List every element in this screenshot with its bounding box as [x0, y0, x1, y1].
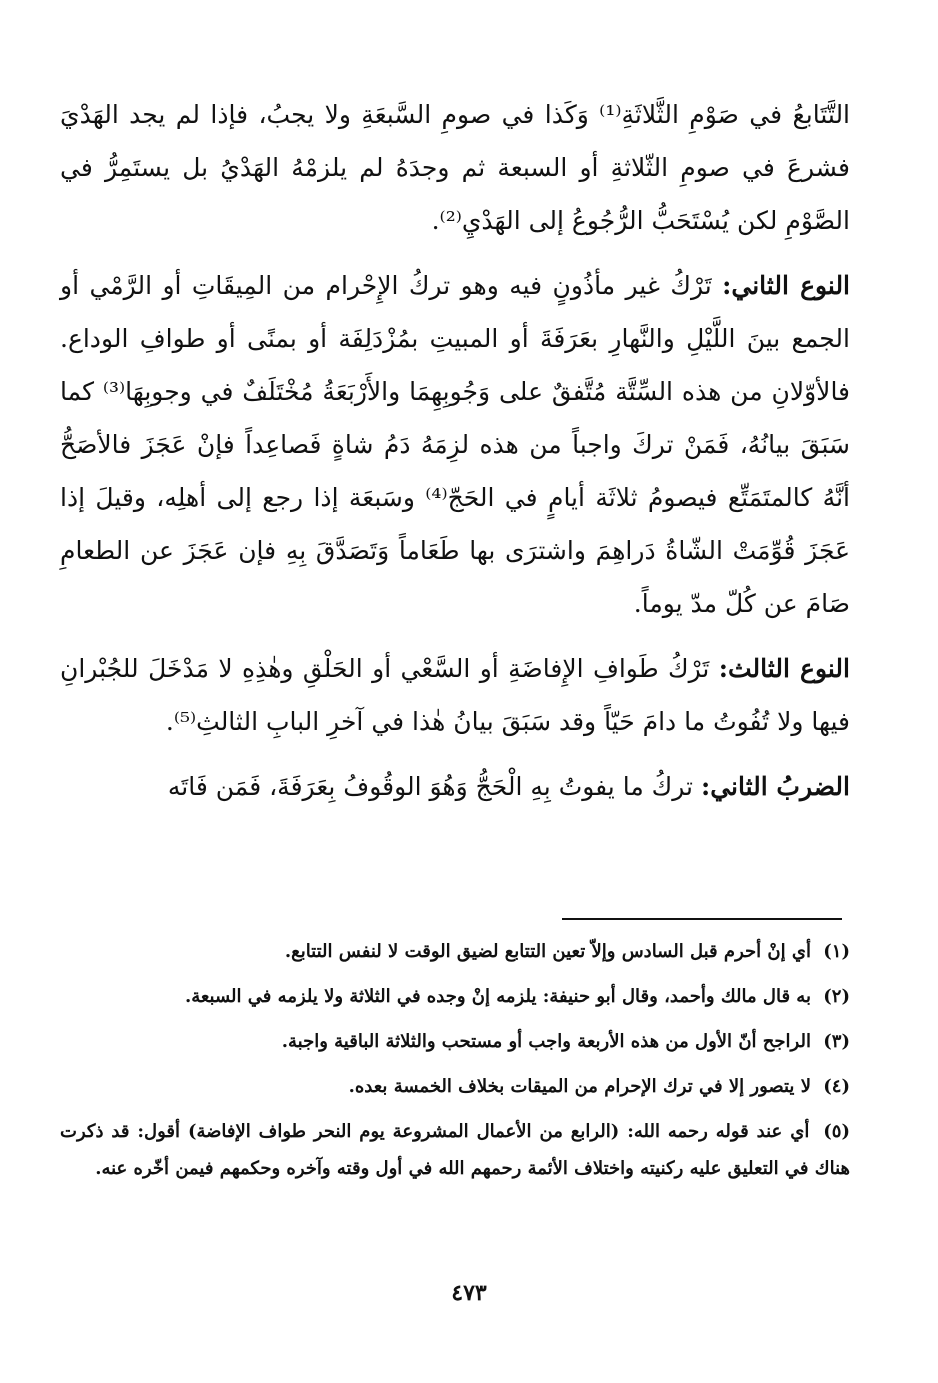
footnotes [60, 933, 850, 1195]
footnote-text: أي عند قوله رحمه الله: (الرابع من الأعمال المشروعة يوم النحر طواف الإفاضة) أقول: قد ذكرت هناك في التعليق عليه ركنيته واختلاف الأئمة رحمهم الله في أول وقته وآخره وحكمهم فيمن أخّره عنه. [60, 1121, 850, 1179]
paragraph-4-heading: الضربُ الثاني: [700, 772, 850, 801]
paragraph-2 [60, 259, 850, 630]
footnote-number: (٣) [823, 1031, 850, 1052]
main-text [60, 88, 850, 813]
footnote-2 [60, 978, 850, 1015]
footnote-text: به قال مالك وأحمد، وقال أبو حنيفة: يلزمه إنْ وجده في الثلاثة ولا يلزمه في السبعة. [184, 986, 811, 1007]
paragraph-4 [60, 760, 850, 813]
paragraph-3-heading: النوع الثالث: [718, 654, 850, 683]
footnote-number: (١) [823, 941, 850, 962]
footnote-number: (٥) [823, 1121, 850, 1142]
footnote-number: (٤) [823, 1076, 850, 1097]
paragraph-3-text: تَرْكُ طَوافِ الإِفاضَةِ أو السَّعْي أو الحَلْقِ وهٰذِهِ لا مَدْخَلَ للجُبْرانِ فيها ولا تُفُوتُ ما دامَ حَيّاً وقد سَبَقَ بيانُ هٰذا في آخرِ البابِ الثالثِ⁽⁵⁾. [60, 654, 850, 736]
footnote-number: (٢) [823, 986, 850, 1007]
footnote-text: أي إنْ أحرم قبل السادس وإلاّ تعين التتابع لضيق الوقت لا لنفس التتابع. [284, 941, 811, 962]
footnote-5 [60, 1113, 850, 1187]
footnote-divider [562, 918, 842, 920]
paragraph-4-text: تركُ ما يفوتُ بِهِ الْحَجُّ وَهُوَ الوقُوفُ بِعَرَفَةَ، فَمَن فَاتَه [167, 772, 694, 801]
page-number: ٤٧٣ [451, 1280, 487, 1306]
paragraph-3 [60, 642, 850, 748]
footnote-3 [60, 1023, 850, 1060]
footnote-text: الراجح أنّ الأول من هذه الأربعة واجب أو مستحب والثلاثة الباقية واجبة. [281, 1031, 811, 1052]
paragraph-2-text: تَرْكُ غير مأذُونٍ فيه وهو تركُ الإِحْرام من المِيقَاتِ أو الرَّمْي أو الجمع بينَ اللَّيْلِ والنَّهارِ بعَرَفَةَ أو المبيتِ بمُزْدَلِفَة أو بمنًى أو طوافِ الوداع. فالأوّلانِ من هذه السِّتَّة مُتَّفقٌ على وَجُوبِهِمَا والأَرْبَعَةُ مُخْتَلَفٌ في وجوبِهَا⁽³⁾ كما سَبَقَ بيانُهُ، فَمَنْ تركَ واجباً من هذه لزِمَهُ دَمُ شاةٍ فَصاعِداً فإنْ عَجَزَ فالأصَحُّ أنَّهُ كالمتَمَتِّع فيصومُ ثلاثَة أيامٍ في الحَجّ⁽⁴⁾ وسَبعَة إذا رجع إلى أهلِه، وقيلَ إذا عَجَزَ قُوِّمَتْ الشّاةُ دَراهِمَ واشترَى بها طَعَاماً وَتَصَدَّقَ بِهِ فإن عَجَزَ عن الطعامِ صَامَ عن كُلّ مدّ يوماً. [60, 271, 851, 618]
footnote-1 [60, 933, 850, 970]
paragraph-1: التَّتَابعُ في صَوْمِ الثَّلاثَةِ⁽¹⁾ وَكَذا في صومِ السَّبعَةِ ولا يجبُ، فإذا لم يجد الهَدْيَ فشرعَ في صومِ الثّلاثةِ أو السبعة ثم وجدَهُ لم يلزمْهُ الهَدْيُ بل يستَمِرُّ في الصَّوْمِ لكن يُسْتَحَبُّ الرُّجُوعُ إلى الهَدْيِ⁽²⁾. [60, 100, 851, 235]
footnote-text: لا يتصور إلا في ترك الإحرام من الميقات بخلاف الخمسة بعده. [348, 1076, 811, 1097]
paragraph-2-heading: النوع الثاني: [722, 271, 851, 300]
footnote-4 [60, 1068, 850, 1105]
